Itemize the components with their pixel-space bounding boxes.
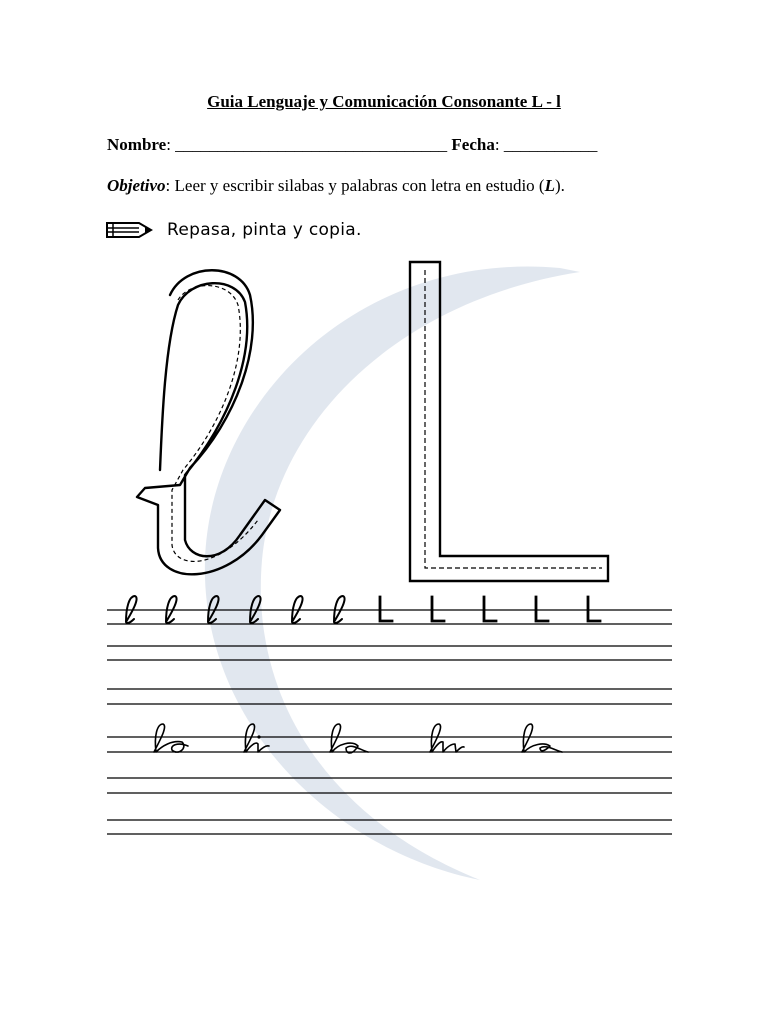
instruction-text: Repasa, pinta y copia. (167, 220, 362, 240)
date-blank[interactable]: : ___________ (494, 135, 598, 154)
objective-text-end: ). (554, 176, 565, 195)
worksheet-title: Guia Lenguaje y Comunicación Consonante L - l (207, 92, 561, 111)
objective-text: : Leer y escribir silabas y palabras con letra en estudio ( (165, 176, 545, 195)
name-blank[interactable]: : ________________________________ (166, 135, 452, 154)
objective-letter: L (544, 176, 555, 195)
name-label: Nombre (107, 135, 167, 154)
date-label: Fecha (451, 135, 495, 154)
objective-label: Objetivo (107, 176, 166, 195)
